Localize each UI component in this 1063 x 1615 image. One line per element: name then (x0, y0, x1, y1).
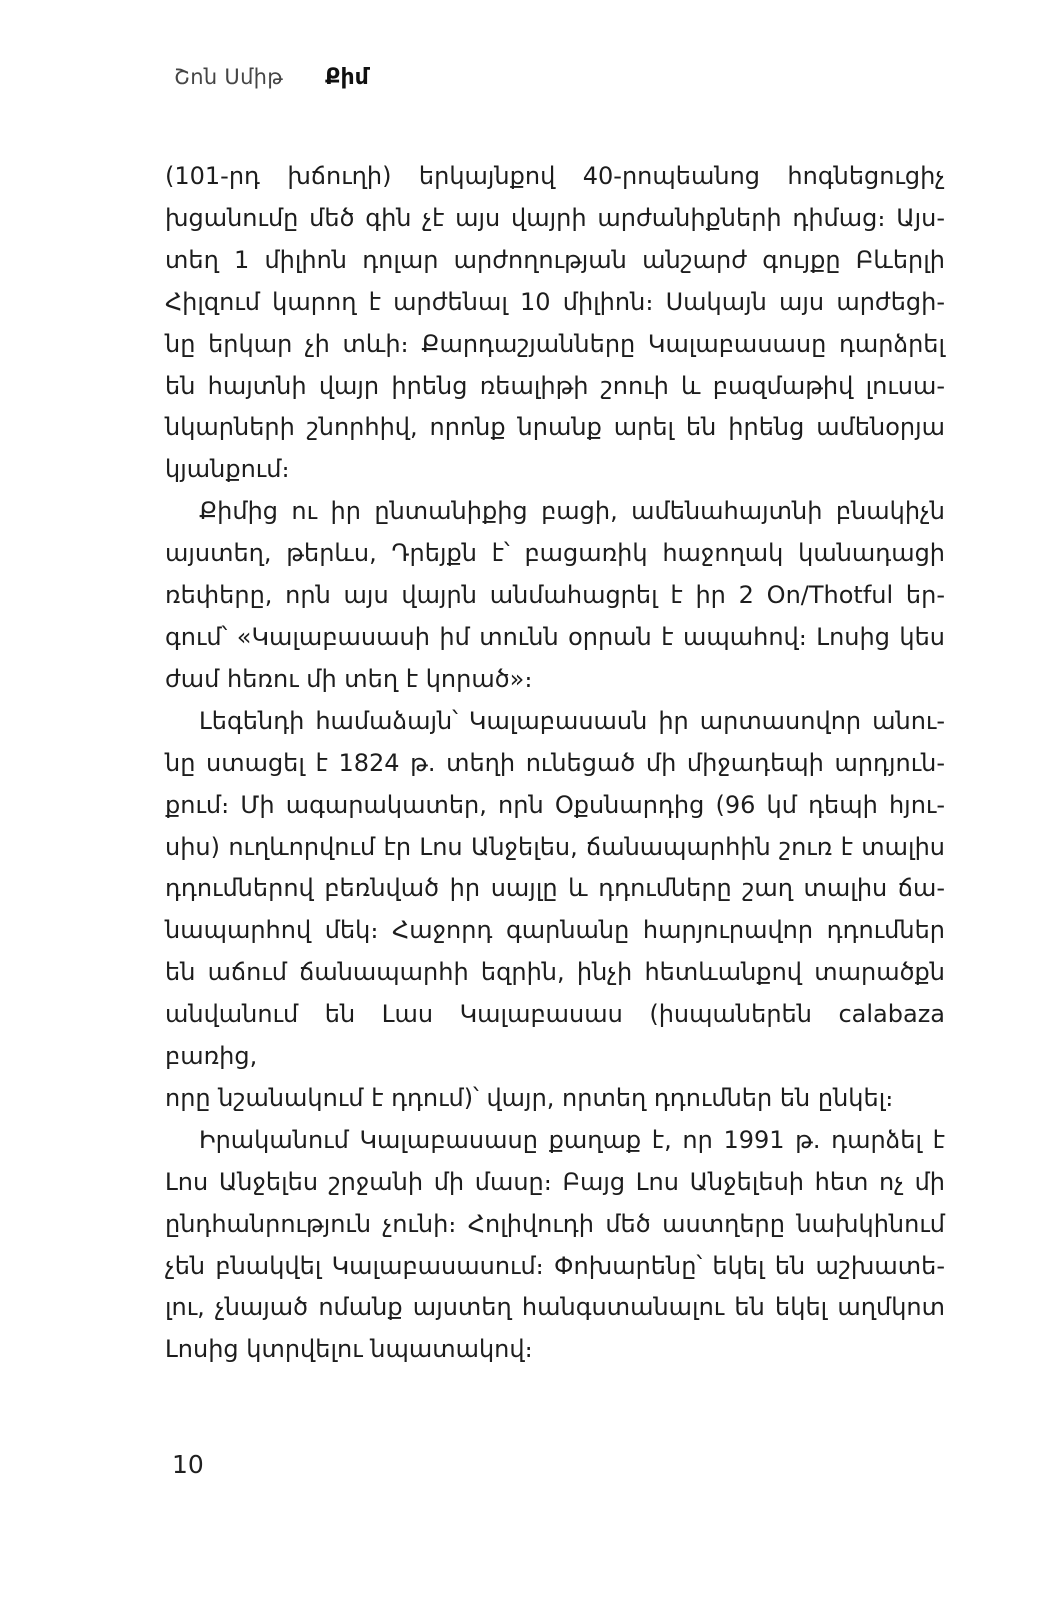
text-line: չեն բնակվել Կալաբասասում։ Փոխարենը՝ եկել են աշխատե- (165, 1251, 945, 1280)
text-line: դդումներով բեռնված իր սայլը և դդումները շաղ տալիս ճա- (165, 874, 945, 903)
text-line: Իրականում Կալաբասասը քաղաք է, որ 1991 թ. դարձել է (199, 1125, 945, 1154)
text-line: կյանքում։ (165, 455, 290, 484)
text-line: նկարների շնորհիվ, որոնք նրանք արել են իրենց ամենօրյա (165, 413, 945, 442)
text-line: Հիլզում կարող է արժենալ 10 միլիոն։ Սակայն այս արժեցի- (165, 287, 945, 316)
paragraph (165, 491, 945, 701)
text-line: Լոսից կտրվելու նպատակով։ (165, 1335, 533, 1364)
book-title: Քիմ (325, 65, 369, 90)
text-line: են աճում ճանապարհի եզրին, ինչի հետևանքով տարածքն (165, 958, 945, 987)
text-line: անվանում են Լաս Կալաբասաս (իսպաներեն calabaza բառից, (165, 1000, 945, 1071)
text-line: որը նշանակում է դդում)՝ վայր, որտեղ դդումներ են ընկել։ (165, 1083, 894, 1112)
text-line: տեղ 1 միլիոն դոլար արժողության անշարժ գույքը Բևերլի (165, 245, 945, 274)
text-line: լու, չնայած ոմանք այստեղ հանգստանալու են եկել աղմկոտ (165, 1293, 945, 1322)
paragraph (165, 701, 945, 1120)
text-line: նը ստացել է 1824 թ. տեղի ունեցած մի միջադեպի արդյուն- (165, 748, 945, 777)
text-line: Քիմից ու իր ընտանիքից բացի, ամենահայտնի բնակիչն (199, 497, 945, 526)
text-line: Լոս Անջելես շրջանի մի մասը։ Բայց Լոս Անջելեսի հետ ոչ մի (165, 1167, 945, 1196)
text-line: խցանումը մեծ գին չէ այս վայրի արժանիքների դիմաց։ Այս- (165, 203, 945, 232)
page-number: 10 (172, 1450, 204, 1479)
text-line: քում։ Մի ագարակատեր, որն Օքսնարդից (96 կմ դեպի հյու- (165, 790, 945, 819)
paragraph (165, 1120, 945, 1371)
text-line: Լեգենդի համաձայն՝ Կալաբասասն իր արտասովոր անու- (199, 706, 945, 735)
text-line: սիս) ուղևորվում էր Լոս Անջելես, ճանապարհին շուռ է տալիս (165, 832, 945, 861)
text-line: են հայտնի վայր իրենց ռեալիթի շոուի և բազմաթիվ լուսա- (165, 371, 945, 400)
text-line: (101-րդ խճուղի) երկայնքով 40-րոպեանոց հոգնեցուցիչ (165, 162, 945, 190)
text-line: նապարհով մեկ։ Հաջորդ գարնանը հարյուրավոր դդումներ (165, 916, 945, 945)
body-text (165, 156, 945, 1371)
text-line: ժամ հեռու մի տեղ է կորած»։ (165, 664, 533, 693)
text-line: այստեղ, թերևս, Դրեյքն է՝ բացառիկ հաջողակ կանադացի (165, 539, 945, 568)
text-line: նը երկար չի տևի։ Քարդաշյանները Կալաբասասը դարձրել (165, 329, 945, 358)
paragraph (165, 156, 945, 491)
text-line: գում՝ «Կալաբասասի իմ տունն օրրան է ապահով։ Լոսից կես (165, 622, 945, 651)
text-line: ընդհանրություն չունի։ Հոլիվուդի մեծ աստղերը նախկինում (165, 1209, 945, 1238)
text-line: ռեփերը, որն այս վայրն անմահացրել է իր 2 On/Thotful եր- (165, 581, 945, 610)
running-header (174, 64, 369, 91)
author-name: Շոն Սմիթ (174, 65, 284, 89)
